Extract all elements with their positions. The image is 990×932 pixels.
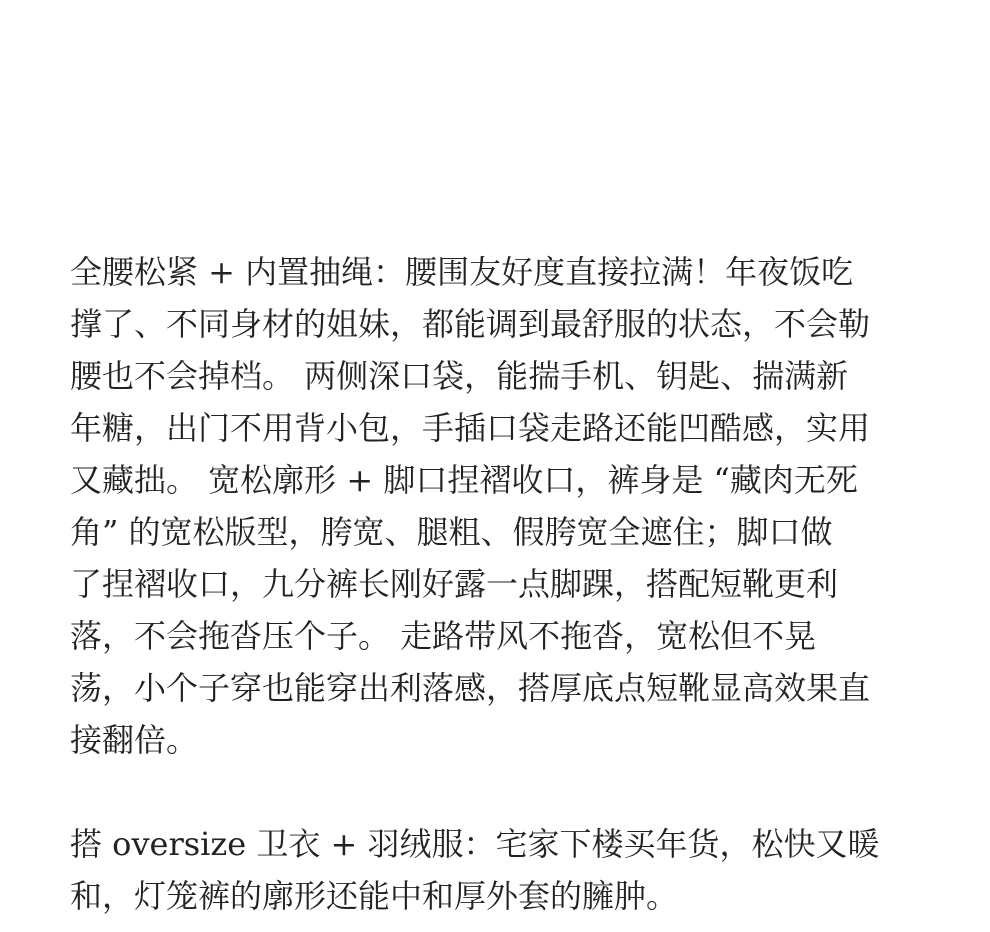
text-line: 落，不会拖沓压个子。 走路带风不拖沓，宽松但不晃 <box>70 617 817 655</box>
text-line: 接翻倍。 <box>70 721 199 759</box>
paragraph-styling-tip <box>70 818 930 922</box>
text-line: 年糖，出门不用背小包，手插口袋走路还能凹酷感，实用 <box>70 409 871 447</box>
text-line: 了捏褶收口，九分裤长刚好露一点脚踝，搭配短靴更利 <box>70 565 839 603</box>
text-line: 搭 oversize 卫衣 + 羽绒服：宅家下楼买年货，松快又暖 <box>70 825 880 863</box>
text-line: 全腰松紧 + 内置抽绳：腰围友好度直接拉满！年夜饭吃 <box>70 253 854 291</box>
text-line: 角” 的宽松版型，胯宽、腿粗、假胯宽全遮住；脚口做 <box>70 513 833 551</box>
text-line: 荡，小个子穿也能穿出利落感，搭厚底点短靴显高效果直 <box>70 669 871 707</box>
text-line: 腰也不会掉档。 两侧深口袋，能揣手机、钥匙、揣满新 <box>70 357 849 395</box>
paragraph-gap <box>70 766 930 818</box>
text-line: 又藏拙。 宽松廓形 + 脚口捏褶收口，裤身是 “藏肉无死 <box>70 461 858 499</box>
paragraph-fit-features <box>70 246 930 766</box>
text-line: 和，灯笼裤的廓形还能中和厚外套的臃肿。 <box>70 877 679 915</box>
article-body <box>70 246 930 922</box>
text-line: 撑了、不同身材的姐妹，都能调到最舒服的状态，不会勒 <box>70 305 871 343</box>
